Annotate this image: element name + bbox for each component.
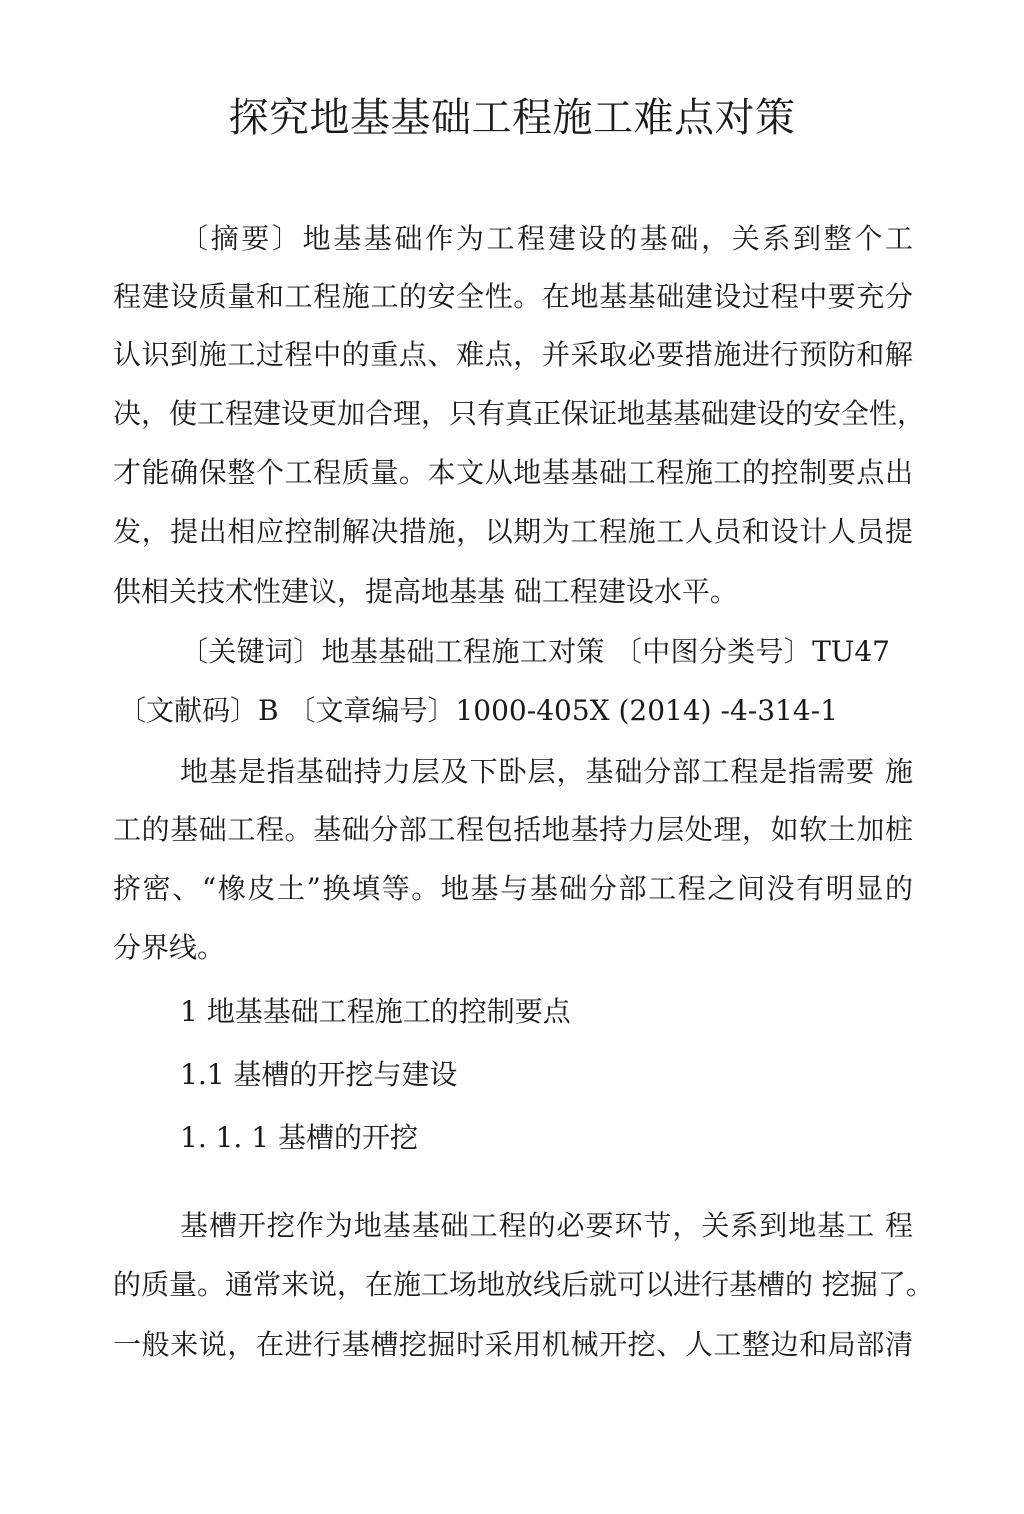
body-line: 的质量。通常来说，在施工场地放线后就可以进行基槽的 挖掘了。 [113,1268,934,1301]
abstract-line: 才能确保整个工程质量。本文从地基基础工程施工的控制要点出 [113,456,913,489]
body-line: 一般来说，在进行基槽挖掘时采用机械开挖、人工整边和局部清 [113,1328,913,1361]
abstract-line: 发，提出相应控制解决措施，以期为工程施工人员和设计人员提 [113,515,913,548]
abstract-line: 认识到施工过程中的重点、难点，并采取必要措施进行预防和解 [113,338,913,371]
intro-line: 挤密、“橡皮土”换填等。地基与基础分部工程之间没有明显的 [113,872,913,905]
abstract-line: 决，使工程建设更加合理，只有真正保证地基基础建设的安全性， [113,397,926,430]
keywords-line: 〔关键词〕地基基础工程施工对策 〔中图分类号〕TU47 [180,635,890,668]
abstract-line: 〔摘要〕地基基础作为工程建设的基础，关系到整个工 [180,222,913,255]
section-heading: 1 地基基础工程施工的控制要点 [180,995,571,1028]
abstract-line: 程建设质量和工程施工的安全性。在地基基础建设过程中要充分 [113,280,913,313]
subsection-heading: 1.1 基槽的开挖与建设 [180,1058,458,1091]
intro-line: 工的基础工程。基础分部工程包括地基持力层处理，如软土加桩 [113,813,913,846]
document-title: 探究地基基础工程施工难点对策 [228,95,796,141]
subsubsection-heading: 1. 1. 1 基槽的开挖 [180,1121,418,1154]
abstract-line: 供相关技术性建议，提高地基基 础工程建设水平。 [113,575,738,608]
intro-line: 地基是指基础持力层及下卧层，基础分部工程是指需要 施 [180,755,913,788]
body-line: 基槽开挖作为地基基础工程的必要环节，关系到地基工 程 [180,1209,913,1242]
article-info-line: 〔文献码〕B 〔文章编号〕1000-405X (2014) -4-314-1 [118,694,838,727]
intro-line: 分界线。 [113,931,226,964]
